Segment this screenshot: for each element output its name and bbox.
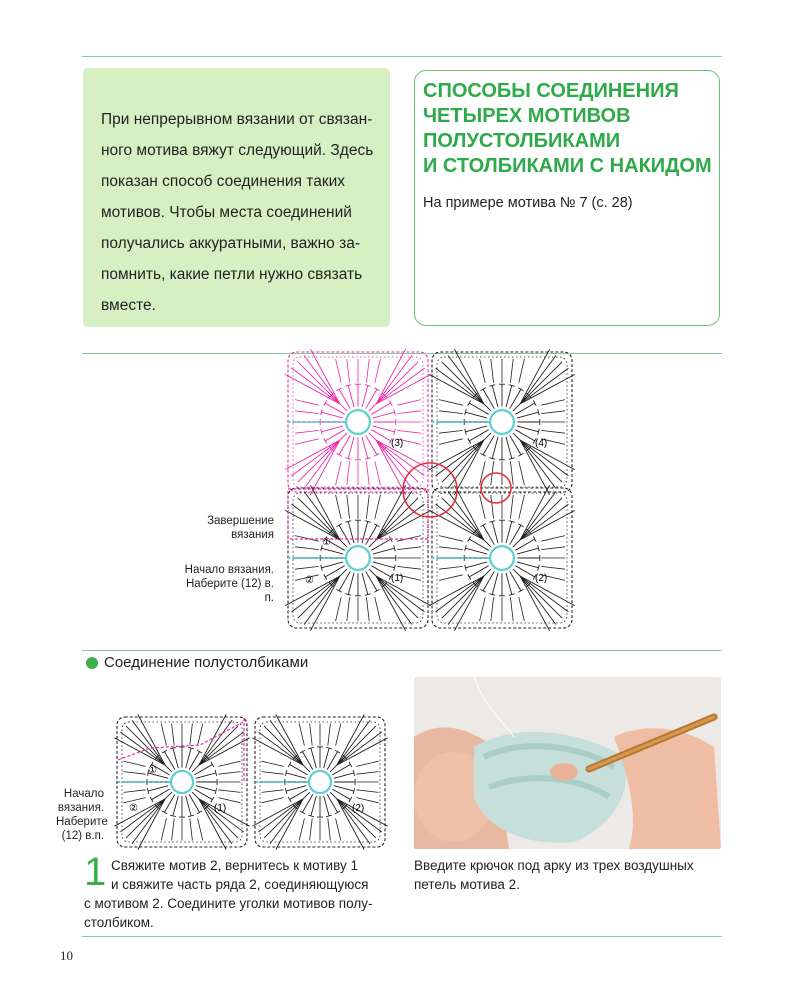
motif-number-1: (1)	[391, 573, 404, 584]
label-start-small-line: Начало	[63, 788, 104, 800]
page-number: 10	[60, 948, 73, 963]
intro-line: помнить, какие петли нужно связать	[101, 266, 363, 283]
section-heading-text: Соединение полустолбиками	[104, 654, 309, 671]
small-motif-number-2: (2)	[352, 803, 365, 814]
crochet-photo	[414, 677, 721, 849]
step-line: с мотивом 2. Соедините уголки мотивов полу-	[84, 896, 373, 911]
hands-crochet-illustration	[414, 677, 721, 849]
motif-number-3: (3)	[391, 438, 404, 449]
motif-number-2: (2)	[535, 573, 548, 584]
intro-line: При непрерывном вязании от связан-	[101, 111, 373, 128]
label-start-line: Наберите (12) в. п.	[185, 578, 274, 604]
step-line: Свяжите мотив 2, вернитесь к мотиву 1	[111, 858, 358, 873]
step-line: столбиком.	[84, 915, 154, 930]
small-row-number-2: ②	[129, 803, 138, 814]
motif-number-4: (4)	[535, 438, 548, 449]
intro-line: вместе.	[101, 297, 156, 314]
page-subtitle: На примере мотива № 7 (с. 28)	[423, 195, 633, 211]
label-start-line: Начало вязания.	[184, 564, 274, 576]
title-line: ЧЕТЫРЕХ МОТИВОВ	[423, 105, 631, 127]
step-line: и свяжите часть ряда 2, соединяющуюся	[111, 877, 369, 892]
title-line: И СТОЛБИКАМИ С НАКИДОМ	[423, 155, 712, 177]
title-line: ПОЛУСТОЛБИКАМИ	[423, 130, 621, 152]
label-start-small-line: Наберите	[56, 816, 108, 828]
intro-line: получались аккуратными, важно за-	[101, 235, 360, 252]
label-start-small-line: (12) в.п.	[61, 830, 104, 842]
step-number: 1	[84, 850, 107, 894]
title-line: СПОСОБЫ СОЕДИНЕНИЯ	[423, 80, 679, 102]
row-number-1: ①	[322, 537, 331, 548]
photo-caption	[414, 856, 714, 894]
caption-line: петель мотива 2.	[414, 877, 520, 892]
label-finish-line: вязания	[231, 529, 274, 541]
caption-line: Введите крючок под арку из трех воздушных	[414, 858, 694, 873]
intro-line: ного мотива вяжут следующий. Здесь	[101, 142, 374, 159]
row-number-2: ②	[305, 575, 314, 586]
intro-line: мотивов. Чтобы места соединений	[101, 204, 352, 221]
label-start-small-line: вязания.	[57, 802, 104, 814]
small-motif-number-1: (1)	[214, 803, 227, 814]
small-row-number-1: ①	[148, 765, 157, 776]
intro-line: показан способ соединения таких	[101, 173, 346, 190]
label-finish-line: Завершение	[207, 515, 274, 527]
bottom-rule	[82, 936, 722, 937]
step-text	[84, 856, 382, 932]
